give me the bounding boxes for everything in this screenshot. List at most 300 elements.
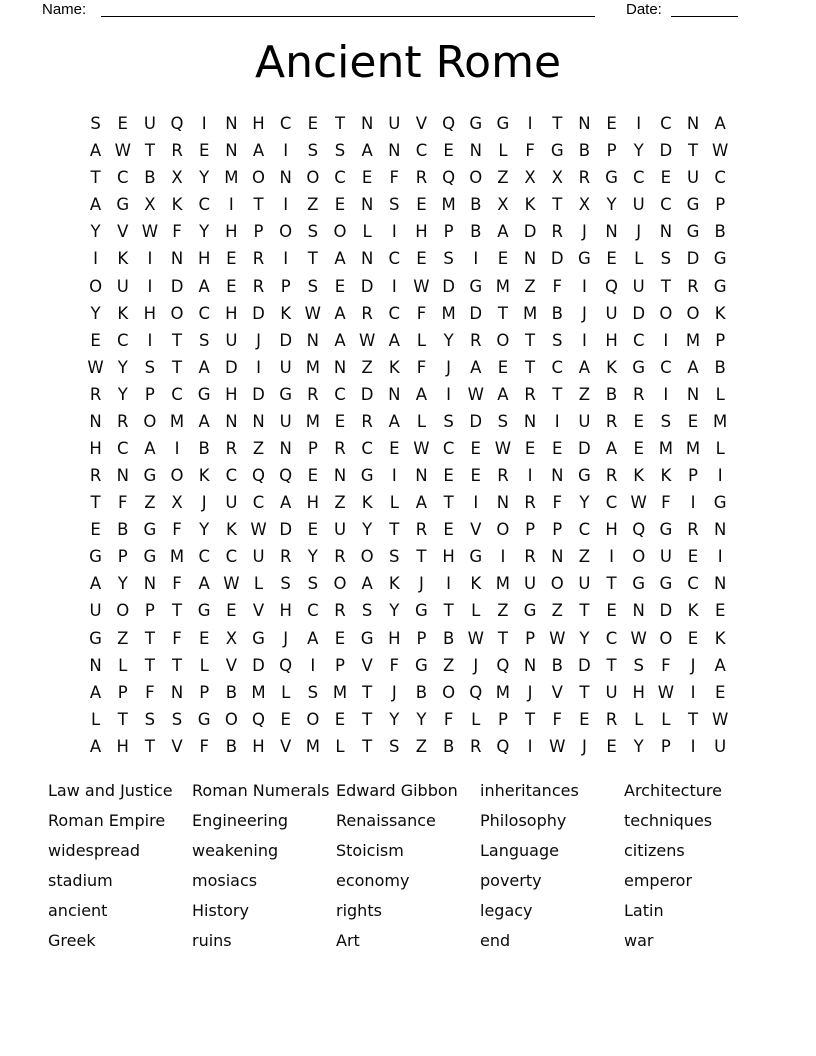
grid-letter: C [632,168,645,188]
grid-letter: H [632,682,645,702]
grid-letter: N [360,114,374,134]
word-list-column [48,776,192,955]
grid-letter: S [171,709,183,729]
grid-letter: A [578,357,591,377]
grid-letter: Q [605,276,619,296]
grid-letter: M [713,411,728,431]
grid-letter: E [307,520,319,540]
grid-letter: C [198,195,210,215]
word-list-item: Roman Numerals [192,781,330,800]
grid-letter: G [89,628,102,648]
grid-letter: O [686,303,700,323]
grid-letter: B [117,520,129,540]
grid-letter: A [361,574,373,594]
grid-letter: Y [633,736,644,756]
grid-letter: G [523,601,537,621]
grid-letter: W [549,736,566,756]
grid-letter: T [172,330,183,350]
grid-letter: I [609,547,614,567]
word-list-item: weakening [192,840,279,860]
grid-letter: T [144,736,155,756]
grid-letter: G [713,493,727,513]
grid-letter: J [446,357,452,377]
grid-letter: H [442,547,455,567]
grid-letter: E [416,249,427,269]
grid-letter: S [389,547,400,567]
grid-letter: S [660,249,672,269]
grid-letter: E [361,168,373,188]
grid-letter: W [467,628,484,648]
grid-letter: N [279,168,292,188]
grid-letter: U [225,330,238,350]
grid-letter: P [144,601,155,621]
grid-letter: P [497,709,508,729]
grid-letter: O [116,601,130,621]
grid-letter: G [659,574,673,594]
grid-letter: J [581,303,587,323]
grid-letter: A [198,357,210,377]
grid-letter: G [469,276,483,296]
grid-letter: B [144,168,156,188]
grid-letter: I [500,547,506,567]
grid-letter: D [360,276,374,296]
grid-letter: H [605,330,618,350]
grid-letter: T [389,520,400,540]
grid-letter: R [605,709,618,729]
grid-letter: S [198,330,210,350]
grid-letter: G [577,249,591,269]
grid-letter: S [633,655,644,675]
grid-letter: U [659,547,672,567]
grid-letter: B [225,736,238,756]
grid-letter: N [605,222,618,242]
grid-letter: M [169,411,185,431]
grid-letter: R [687,276,699,296]
grid-letter: W [114,141,131,161]
grid-letter: A [714,114,726,134]
grid-letter: E [307,466,319,486]
grid-letter: M [495,682,511,702]
grid-letter: M [495,276,511,296]
grid-letter: F [661,493,671,513]
grid-letter: L [661,709,671,729]
word-list-item: History [192,900,249,920]
grid-letter: Q [442,114,456,134]
grid-letter: U [632,276,645,296]
grid-letter: B [605,384,618,404]
grid-letter: I [228,195,234,215]
grid-letter: W [223,574,240,594]
grid-letter: U [116,276,129,296]
grid-letter: C [198,303,210,323]
grid-letter: G [469,114,483,134]
grid-letter: R [89,384,102,404]
grid-letter: R [415,520,428,540]
grid-letter: C [116,438,129,458]
grid-letter: C [334,384,346,404]
grid-letter: P [525,628,536,648]
grid-letter: R [578,168,591,188]
grid-letter: D [550,249,564,269]
grid-letter: E [579,709,590,729]
word-list-item: Edward Gibbon [336,781,458,800]
grid-letter: I [174,438,180,458]
grid-letter: L [471,601,481,621]
grid-letter: S [497,411,509,431]
grid-letter: J [201,493,207,513]
grid-letter: Y [579,628,590,648]
grid-letter: P [660,736,671,756]
grid-letter: E [443,466,454,486]
grid-letter: B [442,628,455,648]
grid-letter: K [117,249,129,269]
grid-letter: T [172,601,183,621]
grid-letter: L [253,574,264,594]
grid-letter: A [89,195,102,215]
grid-letter: T [606,574,617,594]
grid-letter: L [634,709,644,729]
grid-letter: F [552,276,562,296]
grid-letter: A [89,574,102,594]
grid-letter: B [551,303,563,323]
grid-letter: Z [334,493,346,513]
grid-letter: G [143,520,157,540]
grid-letter: A [415,493,428,513]
grid-letter: M [441,303,456,323]
grid-letter: C [198,547,210,567]
grid-letter: X [225,628,238,648]
grid-letter: F [525,141,535,161]
grid-letter: G [197,384,211,404]
grid-letter: A [280,493,292,513]
grid-letter: N [714,520,727,540]
grid-letter: N [225,141,238,161]
grid-letter: G [197,709,211,729]
grid-letter: F [661,655,671,675]
grid-letter: S [144,357,156,377]
grid-letter: I [283,141,289,161]
word-list-item: techniques [624,810,713,830]
grid-letter: U [388,114,401,134]
grid-letter: L [498,141,508,161]
grid-letter: Q [442,168,456,188]
grid-letter: Z [415,736,428,756]
grid-letter: D [632,303,646,323]
grid-letter: A [687,357,699,377]
word-list-item: Art [336,930,360,950]
grid-letter: R [334,601,346,621]
grid-letter: E [497,357,509,377]
grid-letter: M [251,682,266,702]
grid-letter: K [524,195,536,215]
grid-letter: N [523,249,537,269]
grid-letter: E [307,114,319,134]
grid-letter: Y [389,709,400,729]
grid-letter: L [715,384,725,404]
grid-letter: E [334,195,346,215]
grid-letter: A [470,357,482,377]
word-list-item: war [624,930,654,950]
grid-letter: O [252,168,266,188]
grid-letter: R [470,330,482,350]
grid-letter: A [361,141,373,161]
grid-letter: O [170,303,184,323]
word-list-column [624,776,768,955]
word-list-item: Stoicism [336,840,404,860]
grid-letter: X [171,168,183,188]
grid-letter: C [632,330,645,350]
grid-letter: T [362,682,373,702]
grid-letter: E [606,114,617,134]
word-list-item: inheritances [480,781,579,800]
grid-letter: Z [144,493,156,513]
grid-letter: Y [443,330,454,350]
grid-letter: C [116,330,129,350]
grid-letter: Q [279,655,293,675]
grid-letter: M [658,438,673,458]
grid-letter: R [632,384,645,404]
grid-letter: I [636,114,642,134]
grid-letter: J [256,330,261,350]
grid-letter: I [527,114,533,134]
grid-letter: Q [252,709,266,729]
word-list-column [336,776,480,955]
name-blank-line [101,16,595,17]
grid-letter: Z [497,601,509,621]
grid-letter: V [171,736,183,756]
grid-letter: P [715,330,726,350]
grid-letter: I [690,736,696,756]
grid-letter: D [469,303,483,323]
grid-letter: W [250,520,267,540]
grid-letter: T [144,141,155,161]
grid-letter: L [199,655,209,675]
grid-letter: N [388,141,401,161]
grid-letter: A [415,384,428,404]
grid-letter: C [225,466,238,486]
grid-letter: J [283,628,289,648]
grid-letter: T [334,114,346,134]
grid-letter: Y [117,574,128,594]
grid-letter: R [687,520,699,540]
grid-letter: I [256,357,261,377]
grid-letter: M [685,438,701,458]
grid-letter: I [473,249,479,269]
grid-letter: L [715,438,725,458]
grid-letter: Q [632,520,646,540]
grid-letter: A [89,141,102,161]
grid-letter: P [525,520,536,540]
grid-letter: J [690,655,696,675]
grid-letter: H [279,601,292,621]
grid-letter: Y [117,384,128,404]
grid-letter: G [577,466,591,486]
date-label: Date: [626,1,662,18]
grid-letter: C [660,114,672,134]
grid-letter: P [117,682,128,702]
grid-letter: N [333,357,347,377]
grid-letter: Z [551,601,563,621]
grid-letter: K [388,357,400,377]
grid-letter: G [415,601,428,621]
grid-letter: G [143,466,157,486]
grid-letter: W [630,628,647,648]
grid-letter: N [578,114,591,134]
grid-letter: Y [199,168,210,188]
grid-letter: U [524,574,537,594]
grid-letter: O [170,466,184,486]
grid-letter: T [606,655,617,675]
grid-letter: B [551,655,563,675]
grid-letter: I [391,222,397,242]
grid-letter: A [198,276,210,296]
grid-letter: T [525,330,536,350]
grid-letter: U [225,493,238,513]
grid-letter: U [605,682,618,702]
grid-letter: P [606,141,617,161]
grid-letter: V [361,655,373,675]
grid-letter: A [334,249,346,269]
grid-letter: U [686,168,700,188]
word-list-item: poverty [480,870,542,890]
grid-letter: I [391,276,397,296]
grid-letter: V [415,114,428,134]
grid-letter: B [225,682,238,702]
grid-letter: X [144,195,156,215]
grid-letter: A [605,438,618,458]
grid-letter: O [333,222,347,242]
grid-letter: P [280,276,291,296]
grid-letter: D [252,384,265,404]
grid-letter: G [550,141,564,161]
grid-letter: D [523,222,537,242]
word-list-item: Greek [48,930,96,950]
grid-letter: K [225,520,237,540]
grid-letter: W [630,493,647,513]
grid-letter: I [147,249,153,269]
grid-letter: H [225,384,238,404]
grid-letter: N [551,547,564,567]
grid-letter: K [171,195,183,215]
word-list-item: economy [336,870,410,890]
grid-letter: Y [307,547,318,567]
grid-letter: R [334,438,346,458]
grid-letter: S [307,222,319,242]
grid-letter: Q [496,736,510,756]
grid-letter: K [361,493,373,513]
grid-letter: I [147,330,153,350]
grid-letter: K [633,466,645,486]
grid-letter: R [524,493,536,513]
grid-letter: H [197,249,211,269]
grid-letter: I [690,682,696,702]
grid-letter: T [416,547,427,567]
grid-letter: T [552,195,563,215]
grid-letter: T [497,628,508,648]
grid-letter: N [116,466,129,486]
grid-letter: E [687,547,699,567]
grid-letter: T [552,114,563,134]
grid-letter: V [470,520,482,540]
grid-letter: K [660,466,672,486]
grid-letter: G [89,547,102,567]
grid-letter: E [443,141,454,161]
grid-letter: S [334,141,346,161]
grid-letter: Z [524,276,536,296]
grid-letter: E [470,438,481,458]
grid-letter: Y [199,222,210,242]
grid-letter: P [335,655,345,675]
grid-letter: T [525,357,536,377]
grid-letter: F [552,493,562,513]
grid-letter: E [90,330,101,350]
grid-letter: N [469,141,482,161]
grid-letter: N [686,384,700,404]
grid-letter: U [279,411,292,431]
grid-letter: Y [90,222,101,242]
grid-letter: N [252,411,265,431]
date-blank-line [671,16,738,17]
grid-letter: F [145,682,155,702]
grid-letter: U [605,303,618,323]
grid-letter: E [226,601,237,621]
grid-letter: A [497,222,509,242]
grid-letter: K [388,574,400,594]
grid-letter: F [172,628,182,648]
grid-letter: I [581,330,587,350]
grid-letter: E [198,628,210,648]
grid-letter: E [117,114,128,134]
grid-letter: G [279,384,293,404]
grid-letter: V [252,601,265,621]
grid-letter: X [551,168,563,188]
grid-letter: G [415,655,428,675]
grid-letter: S [307,141,319,161]
grid-letter: P [688,466,698,486]
grid-letter: T [443,493,454,513]
grid-letter: E [660,168,672,188]
grid-letter: G [713,249,727,269]
grid-letter: E [334,628,346,648]
word-list [48,776,788,955]
grid-letter: H [225,303,238,323]
grid-letter: H [225,222,238,242]
grid-letter: R [307,384,319,404]
grid-letter: G [659,520,673,540]
word-list-item: Latin [624,900,664,920]
grid-letter: E [606,736,617,756]
grid-letter: W [467,384,484,404]
grid-letter: P [552,520,563,540]
grid-letter: Y [579,493,590,513]
grid-letter: G [686,195,700,215]
grid-letter: O [224,709,238,729]
grid-letter: O [89,276,103,296]
grid-letter: L [90,709,101,729]
grid-letter: S [144,709,156,729]
grid-letter: R [524,547,536,567]
grid-letter: R [252,249,265,269]
grid-letter: E [552,438,563,458]
grid-letter: I [554,411,560,431]
grid-letter: R [334,547,346,567]
grid-letter: U [578,411,591,431]
grid-letter: I [527,466,533,486]
grid-letter: N [415,466,428,486]
grid-letter: O [496,520,510,540]
grid-letter: C [551,357,563,377]
grid-letter: R [605,466,618,486]
